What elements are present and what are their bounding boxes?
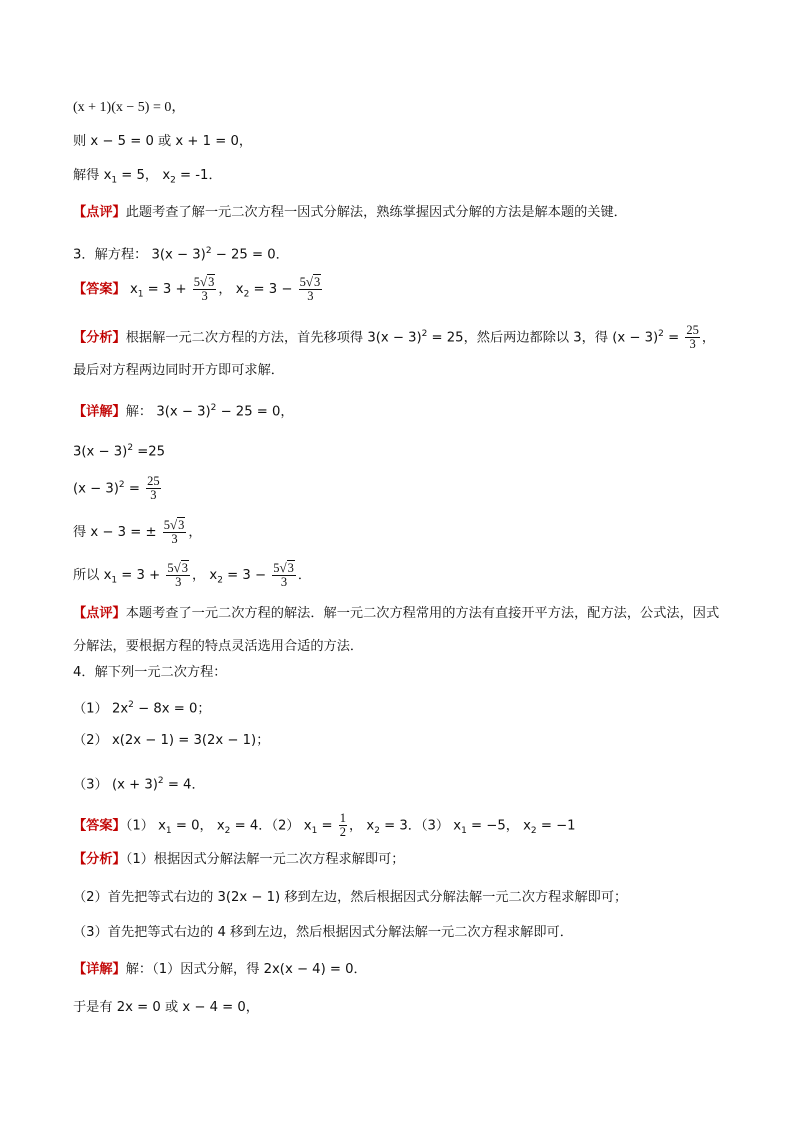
analysis-tag: 【分析】: [73, 852, 126, 867]
detail-4-2: 于是有 2x = 0 或 x − 4 = 0，: [73, 1000, 259, 1015]
problem-3: 3．解方程： $3(x - 3)^2 - 25 = 0$．: [73, 246, 289, 263]
detail-line-5: 所以 $x_1 = 3$ + $\frac{5√3}{3}$ ， $x_2 = 3$ − $\frac{5√3}{3}$ ．: [73, 560, 312, 589]
fraction: $\frac{5√3}{3}$: [163, 517, 185, 546]
fraction: $\frac{5√3}{3}$: [193, 274, 215, 303]
detail-line-4: 得 x − 3 = ± $\frac{5√3}{3}$ ，: [73, 517, 202, 546]
analysis-4-1: 【分析】（1）根据因式分解法解一元二次方程求解即可；: [73, 852, 405, 867]
fraction: $\frac{25}{3}$: [147, 473, 160, 502]
fraction: $\frac{5√3}{3}$: [167, 560, 189, 589]
solution-line: 解得 $x_1 = 5$， $x_2 = -1$．: [73, 168, 222, 186]
problem-4: 4．解下列一元二次方程：: [73, 665, 227, 680]
analysis-4-2: （2）首先把等式右边的 3(2x − 1) 移到左边，然后根据因式分解法解一元二次方程求解即可；: [73, 890, 628, 905]
detail-line-3: $(x - 3)^2$ = $\frac{25}{3}$: [73, 473, 160, 502]
detail-line-1: 【详解】解： $3(x - 3)^2 - 25 = 0$，: [73, 403, 294, 420]
problem-4-part-2: （2） x(2x − 1) = 3(2x − 1)；: [73, 733, 270, 748]
fraction: $\frac{25}{3}$: [686, 322, 699, 351]
equation-factored: (x + 1)(x − 5) = 0，: [73, 100, 186, 115]
comment-tag: 【点评】: [73, 205, 126, 220]
detail-tag: 【详解】: [73, 404, 126, 420]
detail-4-1: 【详解】解：（1）因式分解，得 2x(x − 4) = 0．: [73, 962, 367, 977]
detail-line-2: $3(x - 3)^2 =25$: [73, 443, 166, 460]
answer-tag: 【答案】: [73, 282, 126, 297]
comment-tag: 【点评】: [73, 606, 126, 621]
problem-4-part-3: （3） $(x + 3)^2 = 4$．: [73, 776, 205, 793]
answer-tag: 【答案】: [73, 818, 126, 834]
analysis-tag: 【分析】: [73, 330, 126, 346]
comment-paragraph: 【点评】此题考查了解一元二次方程一因式分解法，熟练掌握因式分解的方法是解本题的关键．: [73, 205, 627, 220]
detail-tag: 【详解】: [73, 962, 126, 977]
analysis-paragraph: 【分析】根据解一元二次方程的方法，首先移项得 $3(x - 3)^2 = 25$，然后两边都除以 3，得 $(x - 3)^2$ = $\frac{25}{3}$ ，最后对方程两边同时开方即可求解．: [73, 322, 715, 379]
fraction: $\frac{5√3}{3}$: [299, 274, 321, 303]
answer-4: 【答案】（1） $x_1 = 0$， $x_2 = 4$．（2） $x_1$ = $\frac{1}{2}$ ， $x_2 = 3$．（3） $x_1 = -5$， $x_2 = -1$: [73, 811, 576, 839]
analysis-4-3: （3）首先把等式右边的 4 移到左边，然后根据因式分解法解一元二次方程求解即可．: [73, 925, 573, 940]
equation-split: 则 x − 5 = 0 或 x + 1 = 0，: [73, 134, 253, 149]
fraction: $\frac{5√3}{3}$: [273, 560, 294, 589]
fraction: $\frac{1}{2}$: [339, 811, 347, 839]
comment-paragraph-2: 【点评】本题考查了一元二次方程的解法．解一元二次方程常用的方法有直接开平方法，配方法，公式法，因式分解法，要根据方程的特点灵活选用合适的方法．: [73, 606, 720, 654]
answer-line: 【答案】 $x_1 = 3$ + $\frac{5√3}{3}$ ， $x_2 = 3$ − $\frac{5√3}{3}$: [73, 274, 321, 303]
problem-4-part-1: （1） $2x^2 - 8x = 0$；: [73, 700, 211, 717]
